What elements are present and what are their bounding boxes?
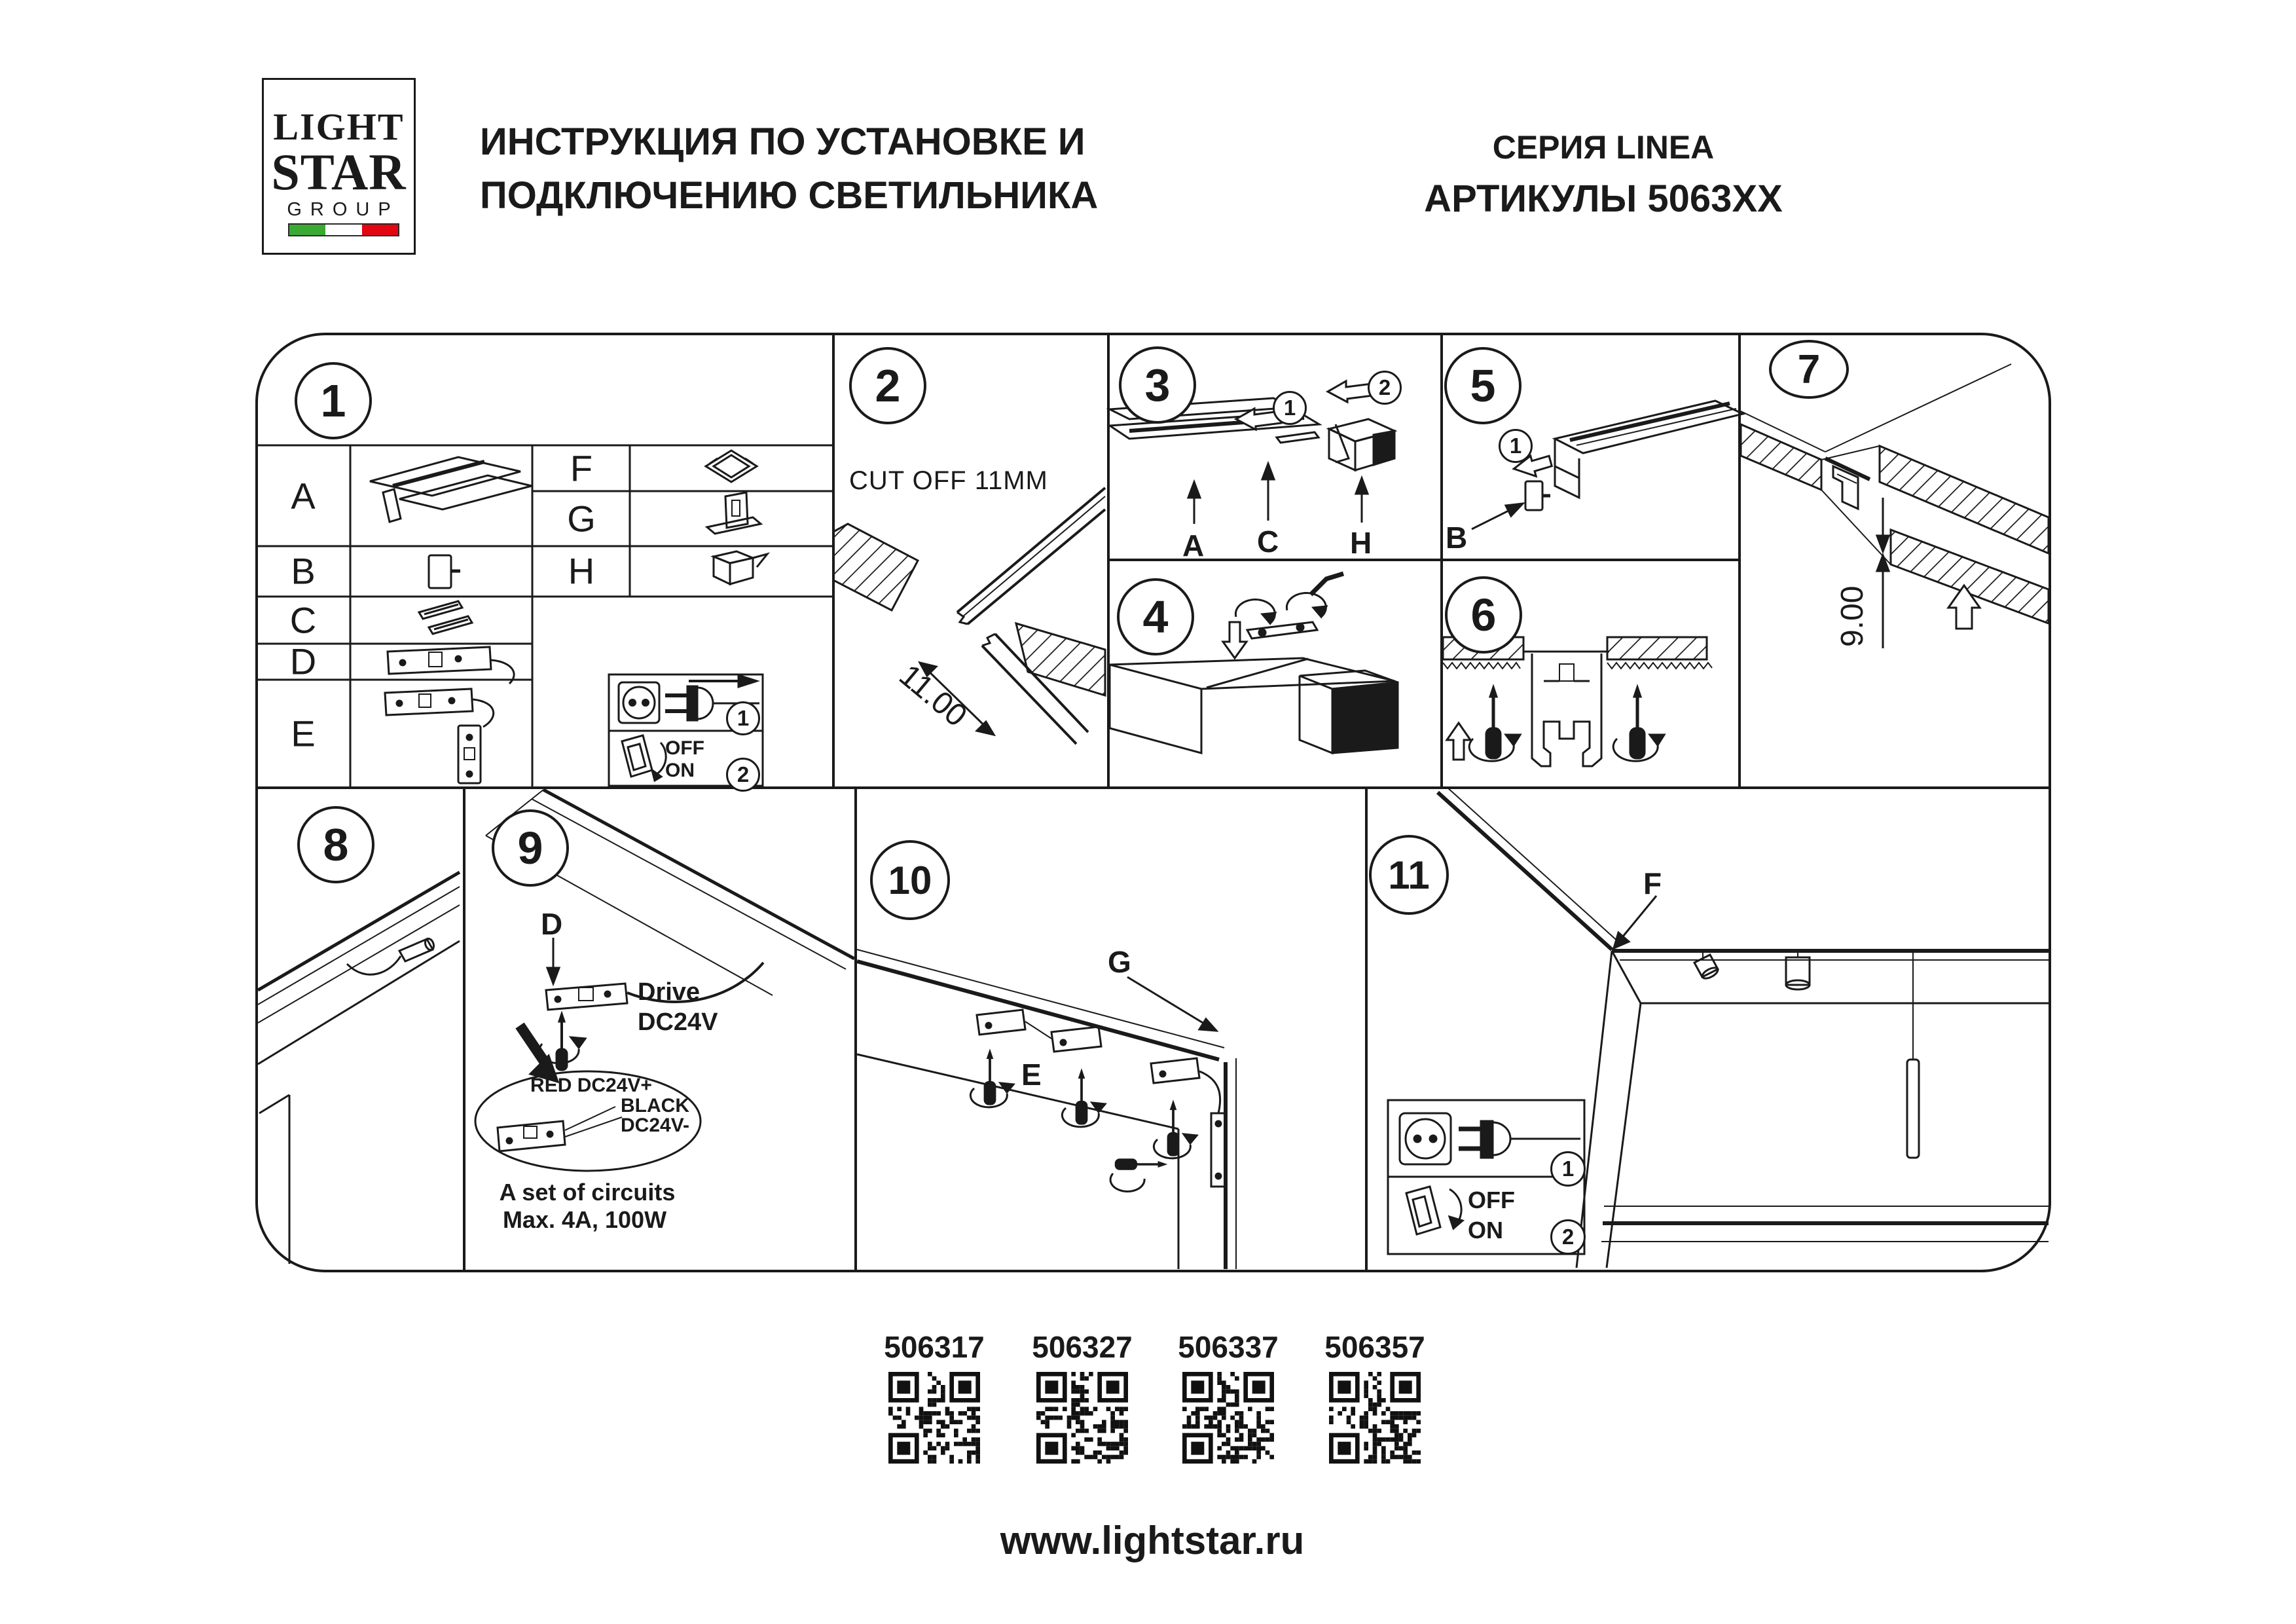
label-e-panel10: E <box>1021 1058 1042 1092</box>
step-circle-4 <box>1117 578 1194 655</box>
part-a-icon <box>370 457 532 522</box>
part-g-icon <box>707 492 761 534</box>
step-number: 2 <box>875 360 901 411</box>
step-number: 6 <box>1470 589 1497 640</box>
part-row-g: G <box>567 498 596 540</box>
label-h-panel3: H <box>1350 526 1372 560</box>
badge-number: 1 <box>1283 396 1296 420</box>
part-e-icon <box>385 689 494 783</box>
circuits-note-line2: Max. 4A, 100W <box>502 1206 667 1233</box>
qr-code <box>1036 1372 1128 1464</box>
article-number-506317: 506317 <box>884 1330 985 1364</box>
badge-number: 2 <box>737 762 750 786</box>
part-d-icon <box>388 647 514 684</box>
wire-red-label: RED DC24V+ <box>530 1075 652 1096</box>
logo-word-group: GROUP <box>287 199 399 220</box>
flag-green <box>289 225 325 235</box>
step-circle-7 <box>1769 340 1849 399</box>
part-f-icon <box>706 451 757 482</box>
step-circle-8 <box>297 806 374 883</box>
website-url: www.lightstar.ru <box>1000 1519 1305 1562</box>
switch-off-label-panel11: OFF <box>1468 1187 1515 1213</box>
step-circle-6 <box>1445 576 1522 654</box>
badge-1-panel3 <box>1273 391 1307 425</box>
step-number: 8 <box>323 819 349 870</box>
drive-label-line1: Drive <box>638 978 701 1006</box>
step-circle-5 <box>1444 347 1522 424</box>
article-number-506337: 506337 <box>1178 1330 1279 1364</box>
logo-word-light: LIGHT <box>273 105 405 148</box>
qr-code <box>1329 1372 1421 1464</box>
article-number-506327: 506327 <box>1032 1330 1133 1364</box>
articles-range: АРТИКУЛЫ 5063XX <box>1424 177 1783 220</box>
part-c-icon <box>419 601 472 634</box>
part-row-c: C <box>289 599 317 641</box>
step-circle-1 <box>295 362 372 439</box>
panel7-art <box>1741 364 2049 648</box>
diagram-artwork <box>255 333 2051 1272</box>
switch-on-label-panel1: ON <box>665 760 695 781</box>
badge-number: 1 <box>1509 434 1522 458</box>
part-row-d: D <box>289 640 317 682</box>
logo-word-star: STAR <box>271 143 407 200</box>
wire-black-label-line2: DC24V- <box>621 1115 690 1136</box>
label-c-panel3: C <box>1257 525 1279 559</box>
badge-1-panel1 <box>726 701 760 735</box>
wire-black-label-line1: BLACK <box>621 1095 689 1116</box>
step-circle-3 <box>1119 346 1196 424</box>
step-number: 5 <box>1470 360 1496 411</box>
lightstar-logo <box>262 78 416 255</box>
circuits-note-line1: A set of circuits <box>499 1179 676 1206</box>
panel6-art <box>1443 637 1712 766</box>
document-title-line2: ПОДКЛЮЧЕНИЮ СВЕТИЛЬНИКА <box>480 174 1099 217</box>
document-title-line1: ИНСТРУКЦИЯ ПО УСТАНОВКЕ И <box>480 120 1085 163</box>
badge-2-panel11 <box>1550 1219 1586 1255</box>
part-row-b: B <box>291 550 316 592</box>
step-circle-10 <box>870 840 950 920</box>
part-h-icon <box>714 551 767 584</box>
badge-1-panel5 <box>1499 429 1533 463</box>
dimension-11mm: 11.00 <box>892 657 974 734</box>
badge-2-panel1 <box>726 758 760 792</box>
part-row-f: F <box>570 447 593 489</box>
cut-off-note: CUT OFF 11MM <box>849 466 1048 495</box>
switch-on-label-panel11: ON <box>1468 1217 1503 1244</box>
qr-code <box>888 1372 980 1464</box>
step-number: 9 <box>517 822 543 874</box>
flag-red <box>362 225 398 235</box>
step-number: 1 <box>320 375 346 426</box>
step-circle-9 <box>492 809 569 887</box>
part-b-icon <box>429 555 460 588</box>
panel8-art <box>258 872 460 1264</box>
label-a-panel3: A <box>1182 528 1205 563</box>
badge-number: 1 <box>1561 1156 1575 1181</box>
badge-number: 1 <box>737 706 750 730</box>
drive-label-line2: DC24V <box>638 1008 718 1036</box>
part-row-a: A <box>291 475 316 517</box>
panel-grid <box>257 334 2050 1271</box>
article-number-506357: 506357 <box>1324 1330 1425 1364</box>
badge-2-panel3 <box>1368 371 1402 405</box>
part-row-h: H <box>568 550 595 592</box>
panel5-art <box>1472 401 1743 529</box>
label-b-panel5: B <box>1446 521 1468 555</box>
dimension-9mm: 9.00 <box>1835 585 1870 647</box>
step-number: 3 <box>1144 360 1171 411</box>
flag-white <box>325 225 361 235</box>
part-row-e: E <box>291 712 316 754</box>
step-number: 11 <box>1388 853 1430 897</box>
step-number: 7 <box>1797 346 1821 392</box>
step-number: 10 <box>888 858 932 902</box>
badge-1-panel11 <box>1550 1151 1586 1187</box>
switch-off-label-panel1: OFF <box>665 737 704 759</box>
badge-number: 2 <box>1378 375 1391 399</box>
step-circle-11 <box>1369 835 1449 915</box>
italian-flag-stripe <box>288 223 399 236</box>
qr-code <box>1182 1372 1274 1464</box>
panel10-art <box>857 950 1236 1269</box>
label-f-panel11: F <box>1643 866 1662 900</box>
step-number: 4 <box>1142 591 1169 642</box>
label-d-panel9: D <box>541 907 563 941</box>
series-name: СЕРИЯ LINEA <box>1492 129 1715 166</box>
badge-number: 2 <box>1561 1225 1575 1249</box>
label-g-panel10: G <box>1108 945 1131 979</box>
step-circle-2 <box>849 347 926 424</box>
